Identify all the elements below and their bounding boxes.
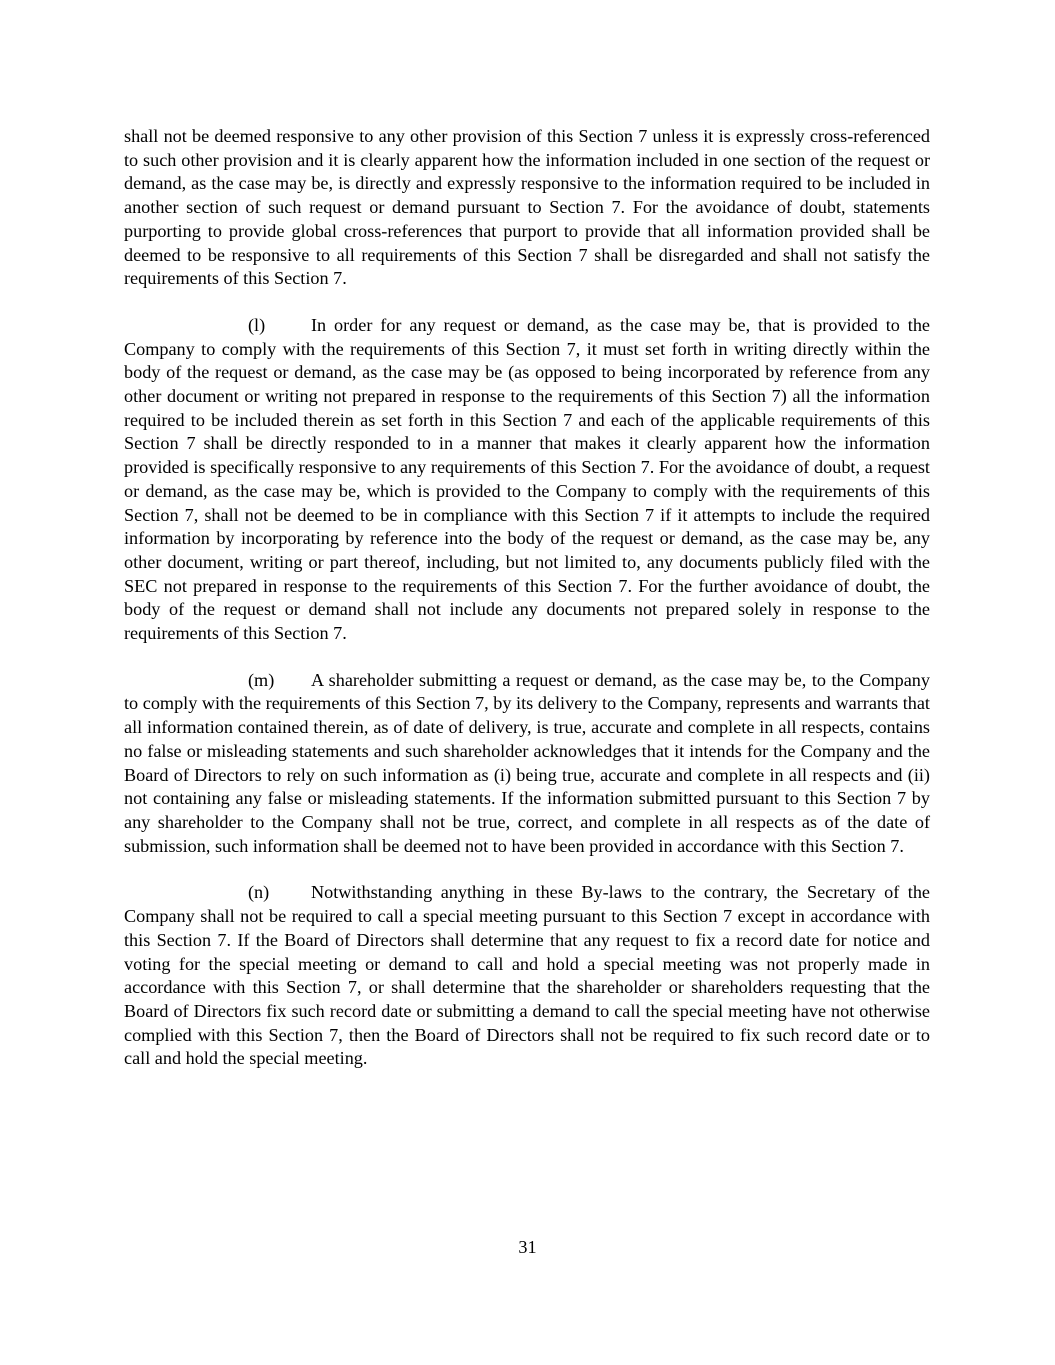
paragraph-label: (m)	[248, 669, 275, 690]
paragraph-text: shall not be deemed responsive to any other provision of this Section 7 unless it is expressly cross-referenced to such other provision and it is clearly apparent how the information included in one section of the request or demand, as the case may be, is directly and expressly responsive to the information required to be included in another section of such request or demand pursuant to Section 7. For the avoidance of doubt, statements purporting to provide global cross-references that purport to provide that all information provided shall be deemed to be responsive to all requirements of this Section 7 shall be disregarded and shall not satisfy the requirements of this Section 7.	[124, 126, 930, 289]
paragraph-continuation	[124, 125, 930, 291]
paragraph-label: (n)	[248, 882, 270, 903]
paragraph-text: In order for any request or demand, as the case may be, that is provided to the Company to comply with the requirements of this Section 7, it must set forth in writing directly within the body of the request or demand, as the case may be (as opposed to being incorporated by reference from any other document or writing not prepared in response to the requirements of this Section 7) all the information required to be included therein as set forth in this Section 7 and each of the applicable requirements of this Section 7 shall be directly responded to in a manner that makes it clearly apparent how the information provided is specifically responsive to any requirements of this Section 7. For the avoidance of doubt, a request or demand, as the case may be, which is provided to the Company to comply with the requirements of this Section 7, shall not be deemed to be in compliance with this Section 7 if it attempts to include the required information by incorporating by reference into the body of the request or demand, as the case may be, any other document, writing or part thereof, including, but not limited to, any documents publicly filed with the SEC not prepared in response to the requirements of this Section 7. For the further avoidance of doubt, the body of the request or demand shall not include any documents not prepared solely in response to the requirements of this Section 7.	[124, 314, 930, 644]
paragraph-m	[124, 669, 930, 859]
document-page	[124, 125, 930, 1094]
paragraph-l	[124, 314, 930, 646]
paragraph-text: A shareholder submitting a request or demand, as the case may be, to the Company to comply with the requirements of this Section 7, by its delivery to the Company, represents and warrants that all information contained therein, as of date of delivery, is true, accurate and complete in all respects, contains no false or misleading statements and such shareholder acknowledges that it intends for the Company and the Board of Directors to rely on such information as (i) being true, accurate and complete in all respects and (ii) not containing any false or misleading statements. If the information submitted pursuant to this Section 7 by any shareholder to the Company shall not be true, correct, and complete in all respects as of the date of submission, such information shall be deemed not to have been provided in accordance with this Section 7.	[124, 669, 930, 856]
page-number: 31	[518, 1237, 537, 1257]
paragraph-label: (l)	[248, 314, 266, 335]
paragraph-n	[124, 881, 930, 1071]
paragraph-text: Notwithstanding anything in these By-laws to the contrary, the Secretary of the Company shall not be required to call a special meeting pursuant to this Section 7 except in accordance with this Section 7. If the Board of Directors shall determine that any request to fix a record date for notice and voting for the special meeting or demand to call and hold a special meeting was not properly made in accordance with this Section 7, or shall determine that the shareholder or shareholders requesting that the Board of Directors fix such record date or submitting a demand to call the special meeting have not otherwise complied with this Section 7, then the Board of Directors shall not be required to fix such record date or to call and hold the special meeting.	[124, 882, 930, 1069]
